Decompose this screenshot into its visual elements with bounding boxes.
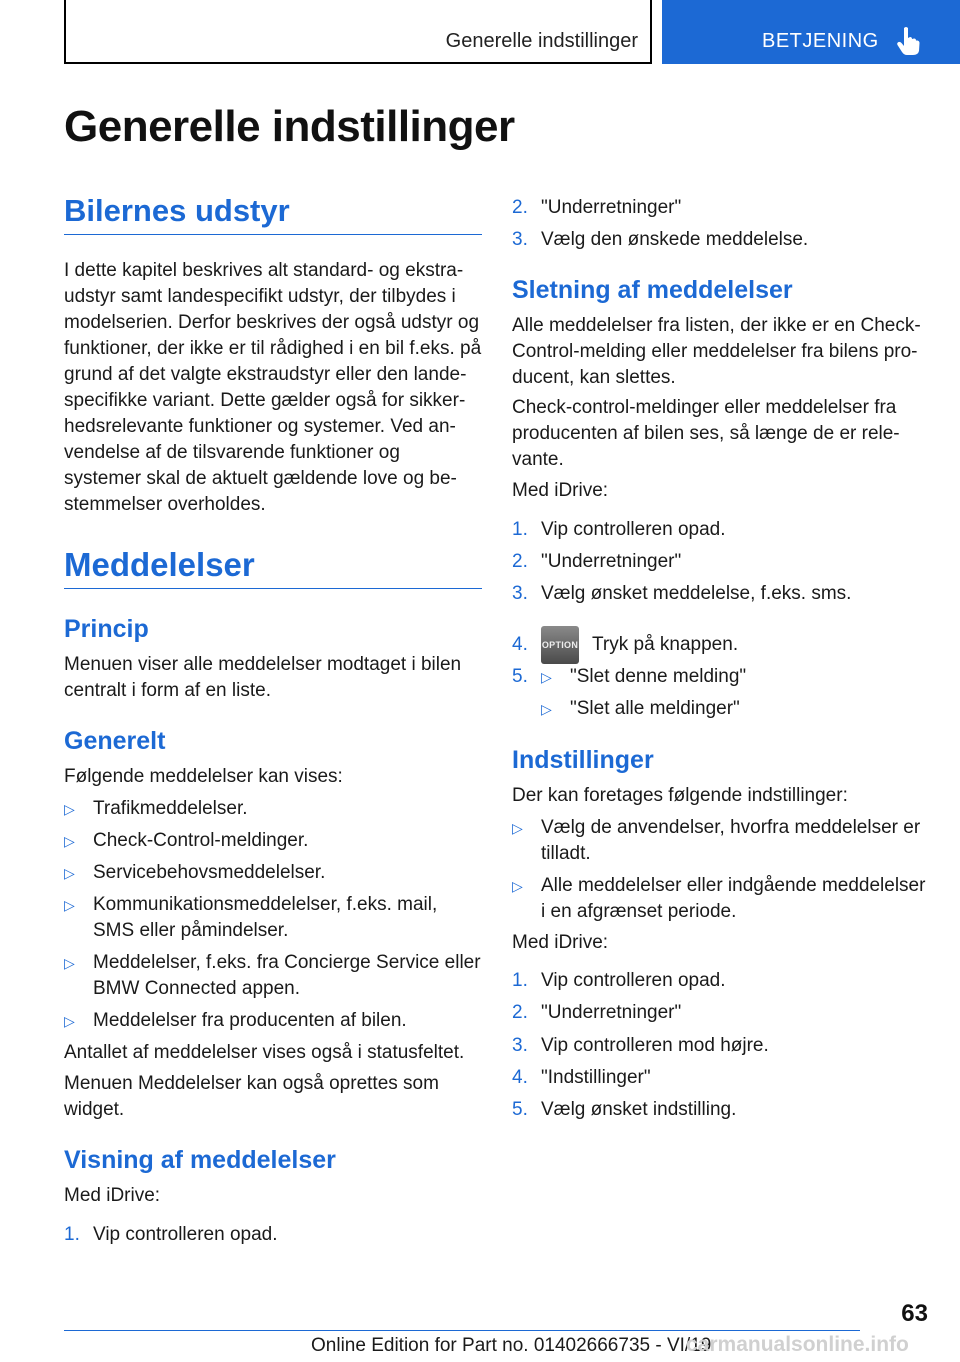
heading-rule	[64, 588, 482, 589]
text-line: systemer skal de aktuelt gældende love og be-	[64, 468, 457, 489]
page-number: 63	[901, 1300, 928, 1327]
triangle-bullet-icon: ▷	[64, 897, 75, 913]
header-chapter-title: BETJENING	[762, 30, 879, 52]
step-number: 3.	[512, 583, 528, 604]
heading-visning: Visning af meddelelser	[64, 1146, 336, 1174]
list-item: ▷ Meddelelser fra producenten af bilen.	[64, 1008, 407, 1034]
text-line: widget.	[64, 1099, 125, 1120]
paragraph-widget	[64, 1071, 439, 1123]
text-line: centralt i form af en liste.	[64, 680, 271, 701]
step-item: 1. Vip controlleren opad.	[512, 968, 726, 994]
text-line: modelserien. Derfor beskrives der også udstyr og	[64, 312, 480, 333]
heading-bilernes-udstyr: Bilernes udstyr	[64, 193, 290, 228]
heading-meddelelser: Meddelelser	[64, 546, 255, 583]
footer-rule	[64, 1330, 860, 1331]
text-line: vante.	[512, 449, 564, 470]
page-title: Generelle indstillinger	[64, 102, 515, 151]
triangle-bullet-icon: ▷	[512, 878, 523, 894]
text-line: vendelse af de tilsvarende funktioner og	[64, 442, 400, 463]
option-button-icon: OPTION	[541, 626, 579, 664]
paragraph-sletning-1	[512, 313, 921, 391]
paragraph-princip	[64, 652, 461, 704]
text-line: Menuen Meddelelser kan også oprettes som	[64, 1073, 439, 1094]
sletning-intro: Med iDrive:	[512, 480, 609, 501]
list-item: ▷ Vælg de anvendelser, hvorfra meddelelser er tilladt.	[512, 817, 921, 864]
paragraph-sletning-2	[512, 395, 900, 473]
triangle-bullet-icon: ▷	[64, 865, 75, 881]
sub-list-item: ▷ "Slet alle meldinger"	[512, 696, 740, 722]
text-line: Alle meddelelser fra listen, der ikke er en Check-	[512, 315, 921, 336]
text-line: stemmelser overholdes.	[64, 494, 266, 515]
heading-sletning: Sletning af meddelelser	[512, 276, 793, 304]
triangle-bullet-icon: ▷	[64, 1013, 75, 1029]
watermark: carmanualsonline.info	[686, 1333, 909, 1356]
step-number: 1.	[512, 970, 528, 991]
indstillinger-intro: Der kan foretages følgende indstillinger:	[512, 785, 848, 806]
header-section-title: Generelle indstillinger	[445, 30, 638, 52]
triangle-bullet-icon: ▷	[512, 820, 523, 836]
step-item: 3. Vip controlleren mod højre.	[512, 1033, 769, 1059]
text-line: Check-control-meldinger eller meddelelser fra	[512, 397, 897, 418]
step-item: 1. Vip controlleren opad.	[64, 1222, 278, 1248]
step-number: 2.	[512, 197, 528, 218]
triangle-bullet-icon: ▷	[541, 701, 552, 717]
text-line: ducent, kan slettes.	[512, 367, 676, 388]
step-item: 4. OPTION Tryk på knappen.	[512, 632, 738, 658]
list-item: ▷ Trafikmeddelelser.	[64, 796, 248, 822]
heading-generelt: Generelt	[64, 727, 166, 755]
hand-pointer-icon	[896, 26, 920, 56]
step-item: 2. "Underretninger"	[512, 1000, 681, 1026]
text-line: hedsrelevante funktioner og systemer. Ved an-	[64, 416, 456, 437]
step-item: 3. Vælg ønsket meddelelse, f.eks. sms.	[512, 581, 851, 607]
list-item: ▷ Alle meddelelser eller indgående meddelelser i en afgrænset periode.	[512, 875, 926, 922]
heading-rule	[64, 234, 482, 235]
triangle-bullet-icon: ▷	[64, 955, 75, 971]
step-number: 1.	[512, 519, 528, 540]
step-item: 2. "Underretninger"	[512, 549, 681, 575]
step-item: 5. Vælg ønsket indstilling.	[512, 1097, 736, 1123]
header-chapter-box[interactable]	[662, 0, 960, 64]
paragraph-bilernes-udstyr	[64, 258, 481, 518]
list-item: ▷ Check-Control-meldinger.	[64, 828, 308, 854]
step-item: 5. ▷ "Slet denne melding"	[512, 664, 746, 690]
text-line: I dette kapitel beskrives alt standard- og ekstra-	[64, 260, 464, 281]
list-item: ▷ Servicebehovsmeddelelser.	[64, 860, 325, 886]
step-item: 4. "Indstillinger"	[512, 1065, 651, 1091]
step-number: 5.	[512, 666, 528, 687]
step-number: 2.	[512, 551, 528, 572]
footer-edition: Online Edition for Part no. 01402666735 - VI/19	[311, 1335, 712, 1356]
triangle-bullet-icon: ▷	[64, 801, 75, 817]
text-line: specifikke variant. Dette gælder også for sikker-	[64, 390, 466, 411]
generelt-intro: Følgende meddelelser kan vises:	[64, 766, 343, 787]
triangle-bullet-icon: ▷	[64, 833, 75, 849]
text-line: producenten af bilen ses, så længe de er rele-	[512, 423, 900, 444]
list-item: ▷ Kommunikationsmeddelelser, f.eks. mail, SMS eller påmindelser.	[64, 894, 438, 941]
heading-princip: Princip	[64, 615, 149, 643]
visning-intro: Med iDrive:	[64, 1185, 161, 1206]
paragraph-statusfelt: Antallet af meddelelser vises også i statusfeltet.	[64, 1042, 465, 1063]
step-item: 3. Vælg den ønskede meddelelse.	[512, 227, 808, 253]
step-number: 3.	[512, 1035, 528, 1056]
step-item: 1. Vip controlleren opad.	[512, 517, 726, 543]
text-line: Menuen viser alle meddelelser modtaget i bilen	[64, 654, 462, 675]
triangle-bullet-icon: ▷	[541, 669, 552, 685]
heading-indstillinger: Indstillinger	[512, 746, 654, 774]
indstillinger-intro-2: Med iDrive:	[512, 932, 609, 953]
step-number: 4.	[512, 634, 528, 655]
list-item: ▷ Meddelelser, f.eks. fra Concierge Service eller BMW Connected appen.	[64, 952, 481, 999]
step-number: 3.	[512, 229, 528, 250]
step-number: 5.	[512, 1099, 528, 1120]
text-line: Control-melding eller meddelelser fra bilens pro-	[512, 341, 918, 362]
step-number: 4.	[512, 1067, 528, 1088]
header-section-box	[64, 0, 652, 64]
step-number: 1.	[64, 1224, 80, 1245]
text-line: udstyr samt landespecifikt udstyr, der tilbydes i	[64, 286, 456, 307]
step-number: 2.	[512, 1002, 528, 1023]
step-item: 2. "Underretninger"	[512, 195, 681, 221]
text-line: grund af det valgte ekstraudstyr eller den lande-	[64, 364, 467, 385]
text-line: funktioner, der ikke er til rådighed i en bil f.eks. på	[64, 338, 482, 359]
